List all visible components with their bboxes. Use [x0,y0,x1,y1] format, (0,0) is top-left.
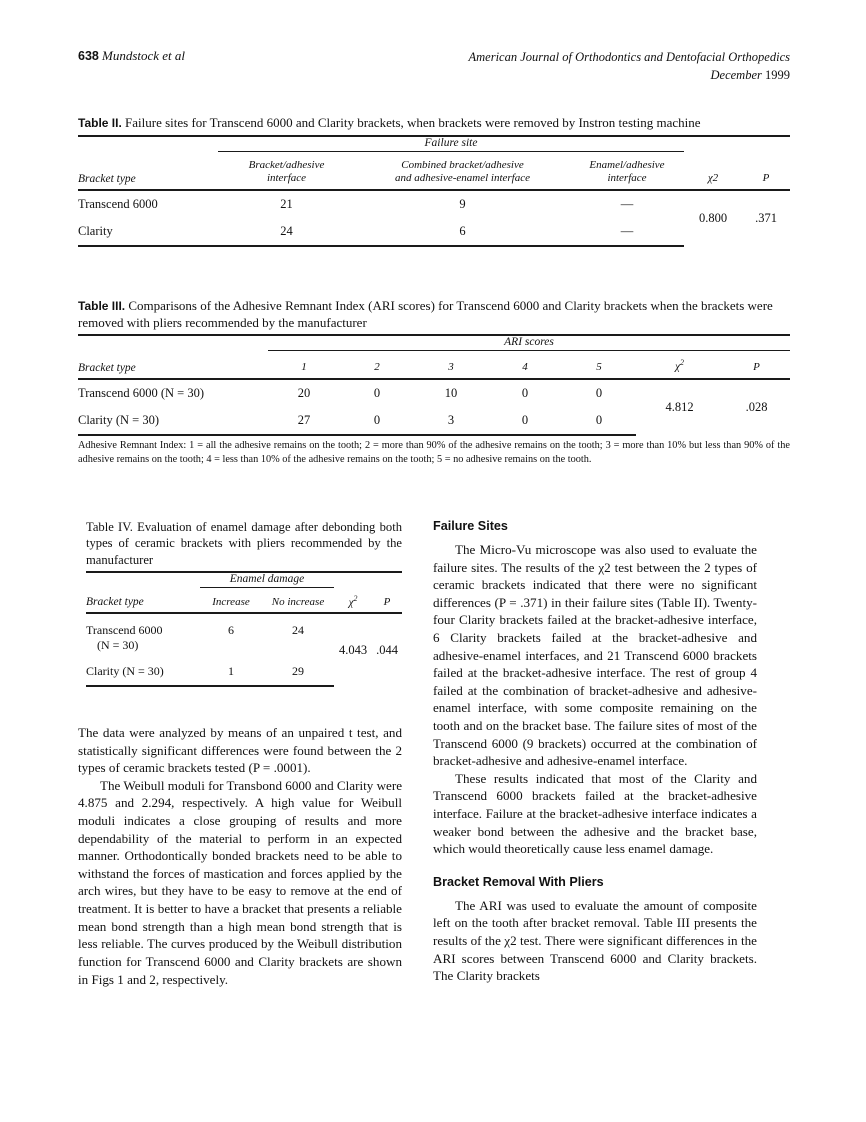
table-2-col-enamel-adhesive-l1: Enamel/adhesive [589,158,665,171]
section-heading-bracket-removal: Bracket Removal With Pliers [433,874,604,889]
issue-date [469,66,791,84]
table-3-r2-s2: 0 [340,407,414,435]
table-3-col-score-5: 5 [562,351,636,379]
table-3-r2-s4: 0 [488,407,562,435]
table-3-r1-s1: 20 [297,386,311,401]
table-3-r2-bracket: Clarity (N = 30) [78,407,268,435]
left-paragraph-2: The Weibull moduli for Transbond 6000 and Clarity were 4.875 and 2.294, respectively. A high value for Weibull moduli indicates a close grouping of results and more dependability of the material to perform in an expected manner. Orthodontically bonded brackets need to be able to withstand the forces of mastication and forces applied by the arch wires, but they have to be easy to remove at the end of treatment. It is better to have a bracket that presents a reliable mean bond strength than a high mean bond strength that is less reliable. The curves produced by the Weibull distribution function for Transcend 6000 and Clarity brackets are shown in Figs 1 and 2, respectively. [78,777,403,987]
table-2-span-header: Failure site [218,136,684,152]
journal-title: American Journal of Orthodontics and Dentofacial Orthopedics [468,50,790,64]
table-4-r1-no-increase: 24 [292,623,304,638]
table-3-label: Table III. [78,299,126,313]
left-column [78,724,402,988]
table-4-r1-increase: 6 [228,623,234,638]
table-3-footnote: Adhesive Remnant Index: 1 = all the adhesive remains on the tooth; 2 = more than 90% of the adhesive remains on the tooth; 3 = more than 10% but less than 90% of the adhesive remains on the tooth; 4 = less than 10% of the adhesive remains on the tooth; 5 = no adhesive remains on the tooth. [78,440,790,465]
table-3-col-score-3: 3 [414,351,488,379]
table-2-r1-combined: 9 [459,197,466,211]
table-4-caption [86,519,402,568]
page-number: 638 [78,49,99,63]
table-2-col-enamel-adhesive [570,151,684,190]
table-2-col-bracket-type: Bracket type [78,151,218,190]
table-4-r1-bracket [86,613,200,654]
table-3-r2-s5: 0 [562,407,636,435]
table-2-col-bracket-adhesive-l2: interface [266,171,307,184]
table-3-r2-s1: 27 [268,407,340,435]
table-row [86,613,402,654]
issue-month: December [710,68,762,83]
table-4-chi-square-value: 4.043 [338,642,368,657]
table-4-span-header-row [86,572,402,588]
table-2-r2-bracket: Clarity [78,218,218,246]
table-4-p-value: .044 [376,642,398,657]
table-3-col-p: P [723,351,790,379]
table-2-r1-bracket-adhesive: 21 [280,197,293,211]
table-4-r1-bracket-l2: (N = 30) [97,638,139,653]
table-3 [78,334,790,436]
table-2-r2-bracket-adhesive: 24 [218,218,355,246]
table-4-caption-text: Evaluation of enamel damage after debonding both types of ceramic brackets with pliers recommended by the manufacturer [86,520,402,567]
running-head-left [78,48,185,64]
table-2-r1-enamel-adhesive: — [620,197,634,211]
table-4-r2-increase: 1 [200,654,262,686]
table-4-col-chi-square [334,588,372,614]
table-2-caption [78,115,790,132]
table-3-span-header: ARI scores [268,335,790,351]
table-row [78,379,790,407]
right-paragraph-2: These results indicated that most of the Clarity and Transcend 6000 brackets failed at the bracket-adhesive interface. Failure at the bracket-adhesive interface indicates a weaker bond between the adhesive and the bracket base, which would theoretically cause less enamel damage. [433,770,757,857]
table-4-col-no-increase: No increase [262,588,334,614]
table-3-r1-s2: 0 [373,386,381,401]
right-column [433,518,757,985]
table-3-block [78,298,790,466]
table-3-r1-bracket: Transcend 6000 (N = 30) [78,386,205,401]
table-4-col-increase: Increase [200,588,262,614]
table-4-r2-no-increase: 29 [262,654,334,686]
table-2-chi-square-value: 0.800 [698,211,728,225]
table-4-span-header: Enamel damage [200,572,334,588]
running-head [78,48,790,84]
table-3-span-header-row [78,335,790,351]
table-2-r1-bracket: Transcend 6000 [78,197,158,211]
table-2 [78,135,790,247]
table-4-column-header-row [86,588,402,614]
table-2-block [78,115,790,247]
table-3-chi-exponent: 2 [679,358,684,368]
table-3-r1-s4: 0 [521,386,529,401]
running-head-authors: Mundstock et al [101,48,186,63]
running-head-right [469,48,791,84]
table-3-col-bracket-type: Bracket type [78,351,268,379]
table-2-col-enamel-adhesive-l2: interface [607,171,647,184]
table-2-col-combined [355,151,570,190]
right-paragraph-3: The ARI was used to evaluate the amount of composite left on the tooth after bracket removal. Table III presents the results of the χ2 test. There were significant differences in the ARI scores between Transcend 6000 and Clarity brackets. The Clarity brackets [433,897,757,984]
table-3-r2-s3: 3 [414,407,488,435]
table-4-block [86,519,402,687]
table-2-r2-combined: 6 [355,218,570,246]
table-3-p-value: .028 [745,400,768,415]
table-4-r2-bracket: Clarity (N = 30) [86,654,200,686]
left-paragraph-1: The data were analyzed by means of an unpaired t test, and statistically significant differences were found between the 2 types of ceramic brackets tested (P = .0001). [78,725,402,776]
table-3-chi-square-value: 4.812 [665,400,694,415]
table-2-r2-enamel-adhesive: — [570,218,684,246]
table-2-col-bracket-adhesive [218,151,355,190]
table-3-col-score-1: 1 [268,351,340,379]
table-2-caption-text: Failure sites for Transcend 6000 and Clarity brackets, when brackets were removed by Instron testing machine [125,115,701,130]
table-row [78,190,790,218]
table-4 [86,571,402,687]
table-2-col-combined-l2: and adhesive-enamel interface [394,171,530,184]
table-3-caption [78,298,790,331]
table-2-column-header-row [78,151,790,190]
table-4-label: Table IV. [86,520,133,534]
table-4-col-bracket-type: Bracket type [86,588,200,614]
table-4-chi-exponent: 2 [353,593,358,603]
table-3-caption-text: Comparisons of the Adhesive Remnant Index (ARI scores) for Transcend 6000 and Clarity brackets when the brackets were removed with pliers recommended by the manufacturer [78,298,773,330]
table-3-col-score-2: 2 [340,351,414,379]
table-3-chi-glyph: χ [675,360,680,373]
right-paragraph-1: The Micro-Vu microscope was also used to evaluate the failure sites. The results of the χ2 test between the 2 types of ceramic brackets indicated that there were no significant differences (P = .371) in their failure sites (Table II). Twenty-four Clarity brackets failed at the bracket-adhesive interface, 6 Clarity brackets failed at the bracket-adhesive and adhesive-enamel interfaces, and 21 Transcend 6000 brackets failed at the bracket-adhesive interface. The rest of group 4 failed at the combination of bracket-adhesive and adhesive-enamel interface, with some composite remaining on the tooth and on the bracket base. The failure sites of most of the Transcend 6000 (9 brackets) occurred at the combination of bracket-adhesive and adhesive-enamel interface. [433,541,757,769]
table-2-p-value: .371 [755,211,777,225]
table-4-chi-glyph: χ [348,596,354,609]
table-4-col-p: P [372,588,402,614]
table-3-column-header-row [78,351,790,379]
issue-year: 1999 [765,68,790,83]
table-3-r1-s5: 0 [595,386,603,401]
table-2-span-header-row [78,136,790,152]
table-row [78,218,790,246]
table-4-r1-bracket-l1: Transcend 6000 [86,623,163,638]
section-heading-failure-sites: Failure Sites [433,519,508,533]
table-3-r1-s3: 10 [444,386,458,401]
table-2-col-p: P [742,151,790,190]
table-2-col-bracket-adhesive-l1: Bracket/adhesive [248,158,325,171]
table-2-label: Table II. [78,116,122,130]
table-3-col-score-4: 4 [488,351,562,379]
table-2-col-combined-l1: Combined bracket/adhesive [401,158,524,171]
table-3-col-chi-square [636,351,723,379]
table-2-col-chi-square: χ2 [684,151,742,190]
